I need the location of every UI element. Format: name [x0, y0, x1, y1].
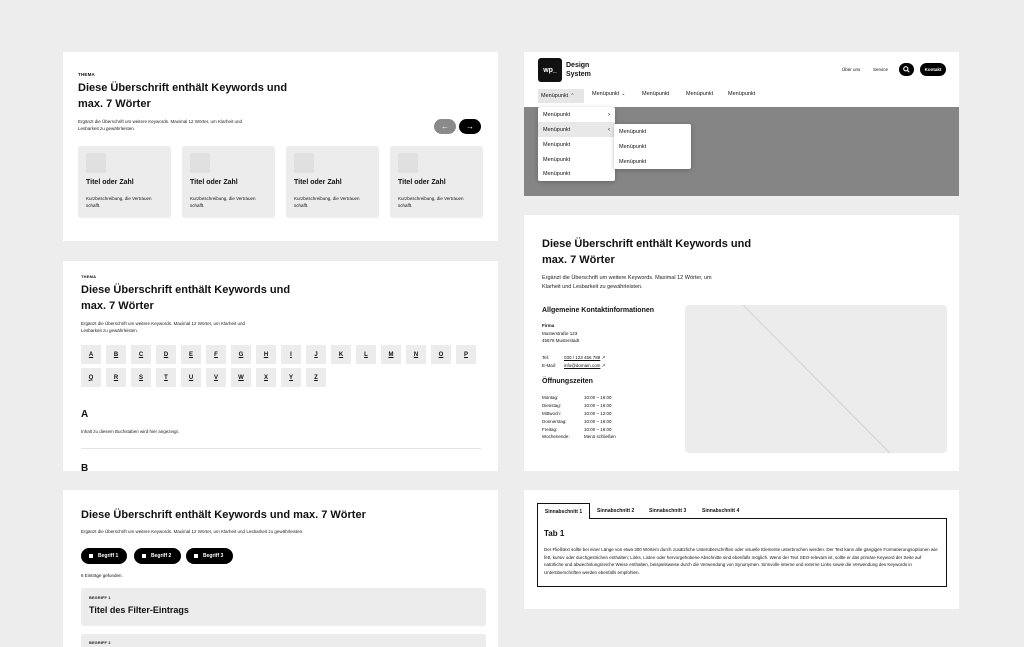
letter-link[interactable]: X: [256, 368, 276, 387]
hours-times: 10:00 – 16:00 10:00 – 16:00 10:00 – 12:00 10:00 – 16:00 10:00 – 16:00 Menü schließen: [584, 395, 616, 440]
nav-item-active[interactable]: Menüpunkt ⌃: [538, 89, 584, 103]
contact-button[interactable]: Kontakt: [920, 63, 946, 76]
tab-sinnabschnitt-2[interactable]: Sinnabschnitt 2: [597, 508, 635, 514]
contact-heading: Allgemeine Kontaktinformationen: [542, 307, 655, 314]
letter-link[interactable]: V: [206, 368, 226, 387]
checkbox-icon: [194, 554, 198, 558]
tab-sinnabschnitt-3[interactable]: Sinnabschnitt 3: [649, 508, 687, 514]
feature-card: [286, 146, 379, 218]
section-description: Ergänzt die Überschrift um weitere Keywords. Maximal 12 Wörter, um Klarheit und Lesbarkeit zu gewährleisten.: [78, 119, 243, 132]
nav-item[interactable]: Menüpunkt ⌄: [592, 91, 626, 97]
letter-link[interactable]: W: [231, 368, 251, 387]
dropdown-item[interactable]: Menüpunkt: [619, 158, 647, 165]
dropdown-item[interactable]: Menüpunkt: [619, 128, 647, 135]
feature-card: [182, 146, 275, 218]
search-button[interactable]: [899, 63, 914, 76]
letter-link[interactable]: T: [156, 368, 176, 387]
feature-card: [78, 146, 171, 218]
dropdown-level-1: [538, 107, 615, 181]
card-description: Kurzbeschreibung, die Vertrauen schafft.: [86, 196, 152, 209]
section-title: Diese Überschrift enthält Keywords und max. 7 Wörter: [81, 509, 366, 521]
filter-chip-1[interactable]: Begriff 1: [81, 548, 127, 564]
hours-heading: Öffnungszeiten: [542, 378, 593, 385]
contact-panel: [524, 215, 959, 471]
letter-link[interactable]: M: [381, 345, 401, 364]
letter-link[interactable]: F: [206, 345, 226, 364]
letter-link[interactable]: B: [106, 345, 126, 364]
letter-link[interactable]: Z: [306, 368, 326, 387]
external-link-icon: ↗: [601, 362, 606, 368]
placeholder-icon: [190, 153, 210, 173]
section-description: Ergänzt die Überschrift um weitere Keywords. Maximal 12 Wörter, um Klarheit und Lesbarkeit zu gewährleisten.: [542, 275, 712, 290]
dropdown-level-2: [614, 124, 691, 169]
section-description: Ergänzt die Überschrift um weitere Keywords. Maximal 12 Wörter, um Klarheit und Lesbarkeit zu gewährleisten.: [81, 529, 304, 534]
card-description: Kurzbeschreibung, die Vertrauen schafft.: [294, 196, 360, 209]
section-title: Diese Überschrift enthält Keywords und max. 7 Wörter: [542, 238, 752, 266]
chevron-left-icon: ‹: [608, 126, 610, 133]
dropdown-item[interactable]: Menüpunkt ›: [543, 111, 610, 118]
tab-text: Der Fließtext sollte bei einer Länge von etwa 300 Wörtern durch zusätzliche Unterüberschriften oder visuelle Elemente unterbrochen werden. Der Text kann alle gängigen Formatierungsoptionen wie fett, kursiv oder durchgestrichen enthalten; Links, Listen oder hervorgehobene Abschnitte sind ebenfalls möglich. Wenn der Text SEO-relevant ist, sollte er das primäre Keyword der Seite auf natürliche und abwechslungsreiche Weise enthalten, beispielsweise durch die Verwendung von Synonymen. Sinnvolle interne und externe Links sowie die Verwendung des Keywords in Unterüberschriften werden ebenfalls empfohlen.: [544, 547, 938, 575]
letter-link[interactable]: D: [156, 345, 176, 364]
entry-title: Titel des Filter-Eintrags: [89, 605, 189, 615]
letter-link[interactable]: K: [331, 345, 351, 364]
address: Firma Musterstraße 123 45678 Musterstadt: [542, 323, 580, 344]
letter-link[interactable]: C: [131, 345, 151, 364]
arrow-left-icon: ←: [441, 122, 449, 131]
arrow-right-icon: →: [466, 122, 474, 131]
eyebrow: THEMA: [81, 274, 97, 279]
section-text-a: Inhalt zu diesem Buchstaben wird hier angezeigt.: [81, 429, 180, 434]
placeholder-icon: [86, 153, 106, 173]
letter-link[interactable]: P: [456, 345, 476, 364]
dropdown-item[interactable]: Menüpunkt: [543, 141, 571, 148]
chevron-right-icon: ›: [608, 111, 610, 118]
card-title: Titel oder Zahl: [190, 179, 238, 186]
top-link-service[interactable]: Service: [873, 67, 889, 72]
placeholder-icon: [398, 153, 418, 173]
letter-link[interactable]: A: [81, 345, 101, 364]
dropdown-item-active[interactable]: Menüpunkt ‹: [538, 122, 615, 137]
dropdown-item[interactable]: Menüpunkt: [543, 156, 571, 163]
letter-link[interactable]: O: [431, 345, 451, 364]
letter-link[interactable]: S: [131, 368, 151, 387]
filter-chip-2[interactable]: Begriff 2: [134, 548, 181, 564]
section-title: Diese Überschrift enthält Keywords und max. 7 Wörter: [81, 284, 291, 312]
card-title: Titel oder Zahl: [86, 179, 134, 186]
card-title: Titel oder Zahl: [398, 179, 446, 186]
divider: [81, 448, 481, 449]
result-count: 6 Einträge gefunden.: [81, 573, 123, 578]
letter-link[interactable]: Q: [81, 368, 101, 387]
section-title: Diese Überschrift enthält Keywords und max. 7 Wörter: [78, 82, 288, 110]
letter-link[interactable]: J: [306, 345, 326, 364]
email-link[interactable]: info@domain.com: [564, 362, 601, 368]
letter-link[interactable]: G: [231, 345, 251, 364]
tab-sinnabschnitt-1[interactable]: Sinnabschnitt 1: [537, 503, 590, 519]
letter-link[interactable]: E: [181, 345, 201, 364]
tab-sinnabschnitt-4[interactable]: Sinnabschnitt 4: [702, 508, 740, 514]
section-heading-b: B: [81, 463, 89, 471]
search-icon: [903, 66, 910, 73]
contact-values: [564, 354, 605, 369]
letter-link[interactable]: R: [106, 368, 126, 387]
entry-eyebrow: BEGRIFF 1: [89, 596, 111, 600]
logo-mark[interactable]: wp_: [538, 58, 562, 82]
dropdown-item[interactable]: Menüpunkt: [543, 170, 571, 177]
chevron-down-icon: ⌄: [621, 91, 626, 97]
phone-link[interactable]: 030 / 123 456 789: [564, 355, 601, 360]
letter-link[interactable]: L: [356, 345, 376, 364]
contact-labels: Tel: E-Mail:: [542, 355, 557, 368]
feature-card: [390, 146, 483, 218]
chevron-up-icon: ⌃: [570, 93, 575, 99]
card-description: Kurzbeschreibung, die Vertrauen schafft.: [398, 196, 464, 209]
external-link-icon: ↗: [601, 355, 606, 360]
letter-link[interactable]: I: [281, 345, 301, 364]
letter-link[interactable]: H: [256, 345, 276, 364]
next-button[interactable]: [459, 119, 481, 134]
hours-days: Montag: Dienstag: Mittwoch: Donnerstag: Freitag: Wochenende:: [542, 395, 570, 440]
checkbox-icon: [142, 554, 146, 558]
dropdown-item[interactable]: Menüpunkt: [619, 143, 647, 150]
nav-item[interactable]: Menüpunkt: [642, 91, 670, 97]
glossary-panel: [63, 261, 498, 471]
letter-link[interactable]: Y: [281, 368, 301, 387]
prev-button[interactable]: [434, 119, 456, 134]
letter-link[interactable]: N: [406, 345, 426, 364]
feature-cards-panel: [63, 52, 498, 241]
top-link-about[interactable]: Über uns: [842, 67, 861, 72]
card-description: Kurzbeschreibung, die Vertrauen schafft.: [190, 196, 256, 209]
section-description: Ergänzt die Überschrift um weitere Keywords. Maximal 12 Wörter, um Klarheit und Lesbarkeit zu gewährleisten.: [81, 321, 246, 334]
tab-title: Tab 1: [544, 529, 565, 538]
nav-item[interactable]: Menüpunkt: [728, 91, 756, 97]
letter-link[interactable]: U: [181, 368, 201, 387]
filter-chip-3[interactable]: Begriff 3: [186, 548, 233, 564]
map-placeholder: [685, 305, 947, 453]
filter-entry[interactable]: [81, 634, 486, 647]
entry-eyebrow: BEGRIFF 2: [89, 641, 111, 645]
tab-content: [537, 518, 947, 587]
section-heading-a: A: [81, 409, 89, 420]
filter-entry[interactable]: [81, 588, 486, 626]
nav-item[interactable]: Menüpunkt: [686, 91, 714, 97]
checkbox-icon: [89, 554, 93, 558]
placeholder-icon: [294, 153, 314, 173]
logo-text: Design System: [566, 62, 591, 79]
card-title: Titel oder Zahl: [294, 179, 342, 186]
eyebrow: THEMA: [78, 72, 95, 77]
